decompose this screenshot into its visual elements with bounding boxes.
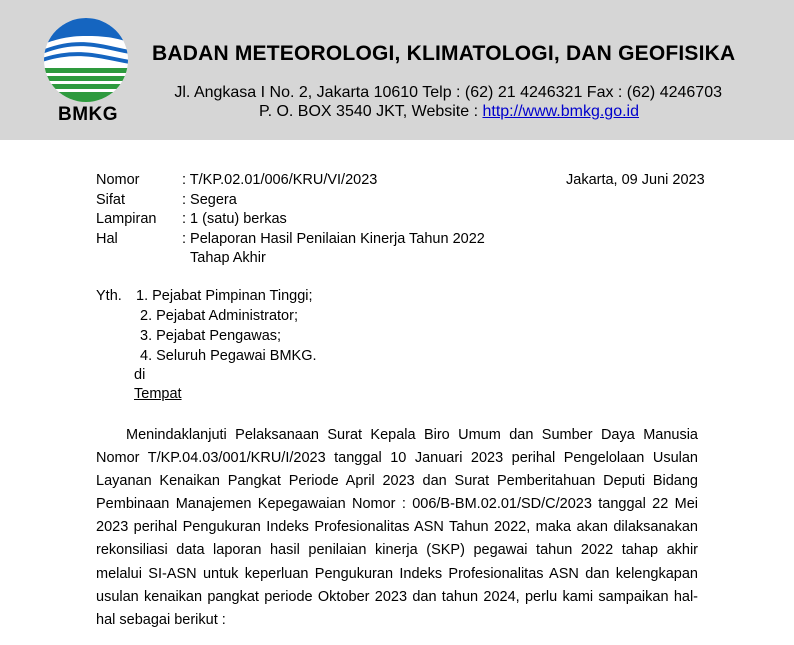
pobox-text: P. O. BOX 3540 JKT, Website : — [258, 103, 483, 120]
logo-wordmark: BMKG — [57, 104, 119, 125]
recipient-item: 2. Pejabat Administrator; — [140, 308, 298, 324]
recipient-item: 3. Pejabat Pengawas; — [140, 328, 282, 344]
sifat-value: : Segera — [182, 191, 237, 208]
body-line: Layanan Kenaikan Pangkat Periode April 2023 dan Surat Pemberitahuan Deputi Bidang — [96, 473, 698, 490]
hal-value-continued: Tahap Akhir — [190, 250, 266, 266]
nomor-label: Nomor — [96, 172, 140, 188]
body-line: Nomor T/KP.04.03/001/KRU/I/2023 tanggal 10 Januari 2023 perihal Pengelolaan Usulan — [96, 450, 698, 467]
body-line: Pembinaan Manajemen Kepegawaian Nomor : 006/B-BM.02.01/SD/C/2023 tanggal 22 Mei — [96, 496, 698, 513]
website-link[interactable]: http://www.bmkg.go.id — [482, 103, 639, 120]
pobox-line — [259, 103, 639, 121]
organization-name: BADAN METEOROLOGI, KLIMATOLOGI, DAN GEOFISIKA — [152, 42, 736, 65]
lampiran-label: Lampiran — [96, 211, 157, 227]
hal-label: Hal — [96, 230, 118, 247]
sifat-label: Sifat — [96, 191, 126, 208]
letter-date: Jakarta, 09 Juni 2023 — [566, 172, 705, 188]
body-line: usulan kenaikan pangkat periode Oktober 2023 dan tahun 2024, perlu kami sampaikan hal- — [96, 588, 698, 605]
letter-body — [96, 424, 698, 632]
body-line: melalui SI-ASN untuk keperluan Pengukuran Indeks Profesionalitas ASN dan kelengkapan — [96, 565, 698, 582]
recipients-label: Yth. — [96, 288, 122, 304]
hal-value: : Pelaporan Hasil Penilaian Kinerja Tahun 2022 — [182, 230, 485, 247]
body-line: 2023 perihal Pengukuran Indeks Profesionalitas ASN Tahun 2022, maka akan dilaksanakan — [96, 519, 698, 536]
address-line: Jl. Angkasa I No. 2, Jakarta 10610 Telp : (62) 21 4246321 Fax : (62) 4246703 — [174, 84, 722, 101]
letterhead — [0, 0, 794, 140]
recipient-di: di — [134, 367, 146, 383]
body-line: rekonsiliasi data laporan hasil penilaian kinerja (SKP) pegawai tahun 2022 tahap akhir — [96, 542, 698, 559]
body-line: hal sebagai berikut : — [96, 611, 226, 628]
recipient-tempat: Tempat — [134, 386, 182, 402]
lampiran-value: : 1 (satu) berkas — [182, 211, 287, 227]
nomor-value: : T/KP.02.01/006/KRU/VI/2023 — [182, 172, 378, 188]
bmkg-logo-icon — [38, 14, 134, 114]
recipient-item: 4. Seluruh Pegawai BMKG. — [140, 348, 317, 364]
recipient-item: 1. Pejabat Pimpinan Tinggi; — [136, 288, 313, 304]
body-line: Menindaklanjuti Pelaksanaan Surat Kepala Biro Umum dan Sumber Daya Manusia — [126, 427, 698, 443]
